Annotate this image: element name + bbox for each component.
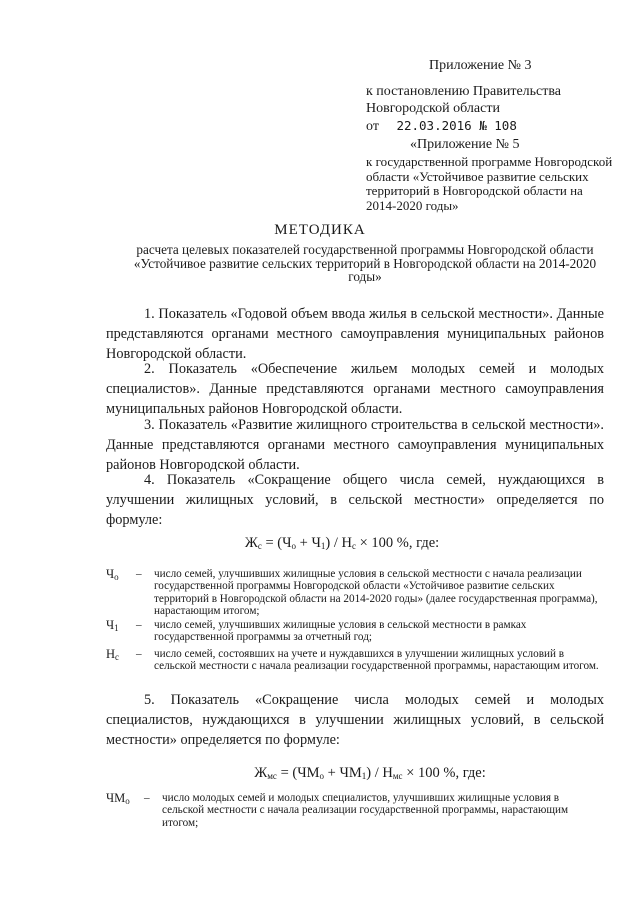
definition-symbol: $Н_с$	[106, 647, 120, 662]
document-subtitle: расчета целевых показателей государственной программы Новгородской области «Устойчивое развитие сельских территорий в Новгородской области на 2014-2020 годы»	[133, 242, 597, 284]
definition-text: число семей, улучшивших жилищные условия в сельской местности в рамках государственной программы за отчетный год;	[154, 619, 527, 644]
definition-symbol: $ЧМ_о$	[106, 791, 130, 806]
definition-symbol: $Ч_1$	[106, 618, 119, 633]
program-reference: к государственной программе Новгородской области «Устойчивое развитие сельских территорий в Новгородской области на 2014-2020 годы»	[366, 154, 613, 213]
paragraph-2: 2. Показатель «Обеспечение жильем молодых семей и молодых специалистов». Данные представляются органами местного самоуправления муниципальных районов Новгородской области.	[106, 361, 604, 417]
definition-text: число семей, улучшивших жилищные условия в сельской местности с начала реализации государственной программы Новгородской области «Устойчивое развитие сельских территорий в Новгородской области на 2014-2020 годы» (далее государственная программа), нарастающим итогом;	[154, 568, 598, 617]
paragraph-4: 4. Показатель «Сокращение общего числа семей, нуждающихся в улучшении жилищных условий, в сельской местности» определяется по формуле:	[106, 472, 604, 528]
definition-text: число семей, состоявших на учете и нуждавшихся в улучшении жилищных условий в сельской местности с начала реализации государственной программы, нарастающим итогом.	[154, 648, 599, 673]
formula-1: $Ж_с = (Ч_о + Ч_1) / Н_с \times 100$ %, где:	[244, 535, 440, 551]
appendix-label: Приложение № 3	[429, 58, 532, 73]
paragraph-3: 3. Показатель «Развитие жилищного строительства в сельской местности». Данные представляются органами местного самоуправления муниципальных районов Новгородской области.	[106, 417, 604, 473]
formula-2: $Ж_{мс} = (ЧМ_о + ЧМ_1) / Н_{мс} \times 100$ %, где:	[254, 765, 486, 781]
paragraph-5: 5. Показатель «Сокращение числа молодых семей и молодых специалистов, нуждающихся в улучшении жилищных условий, в сельской местности» определяется по формуле:	[106, 692, 604, 748]
document-title: МЕТОДИКА	[274, 222, 366, 238]
date-value: 22.03.2016 № 108	[396, 118, 517, 133]
paragraph-1: 1. Показатель «Годовой объем ввода жилья в сельской местности». Данные представляются органами местного самоуправления муниципальных районов Новгородской области.	[106, 306, 604, 362]
document-page: Приложение № 3 к постановлению Правительства Новгородской области от 22.03.2016 № 108 «Приложение № 5 к государственной программе Новгородской области «Устойчивое развитие сельских территорий в Новгородской области на 2014-2020 годы» МЕТОДИКА расчета целевых показателей государственной программы Новгородской области «Устойчивое развитие сельских территорий в Новгородской области на 2014-2020 годы» 1. Показатель «Годовой объем ввода жилья в сельской местности». Данные представляются органами местного самоуправления муниципальных районов Новгородской области. 2. Показатель «Обеспечение жильем молодых семей и молодых специалистов». Данные представляются органами местного самоуправления муниципальных районов Новгородской области. 3. Показатель «Развитие жилищного строительства в сельской местности». Данные представляются органами местного самоуправления муниципальных районов Новгородской области. 4. Показатель «Сокращение общего числа семей, нуждающихся в улучшении жилищных условий, в сельской местности» определяется по формуле: $Ж_с = (Ч_о + Ч_1) / Н_с \times 100$ %, где: $Ч_о$ – число семей, улучшивших жилищные условия в сельской местности с начала реализации государственной программы Новгородской области «Устойчивое развитие сельских территорий в Новгородской области на 2014-2020 годы» (далее государственная программа), нарастающим итогом; $Ч_1$ – число семей, улучшивших жилищные условия в сельской местности в рамках государственной программы за отчетный год; $Н_с$ – число семей, состоявших на учете и нуждавшихся в улучшении жилищных условий в сельской местности с начала реализации государственной программы, нарастающим итогом. 5. Показатель «Сокращение числа молодых семей и молодых специалистов, нуждающихся в улучшении жилищных условий, в сельской местности» определяется по формуле: $Ж_{мс} = (ЧМ_о + ЧМ_1) / Н_{мс} \times 100$ %, где: $ЧМ_о$ – число молодых семей и молодых специалистов, улучшивших жилищные условия в сельской местности с начала реализации государственной программы, нарастающим итогом;	[0, 0, 640, 905]
decree-line: к постановлению Правительства	[366, 84, 562, 99]
definition-text: число молодых семей и молодых специалистов, улучшивших жилищные условия в сельской местности с начала реализации государственной программы, нарастающим итогом;	[162, 792, 569, 829]
decree-date	[366, 117, 517, 135]
date-prefix: от	[366, 119, 379, 134]
appendix-5-label: «Приложение № 5	[410, 137, 520, 152]
definition-symbol: $Ч_о$	[106, 567, 119, 582]
region-line: Новгородской области	[366, 101, 500, 116]
